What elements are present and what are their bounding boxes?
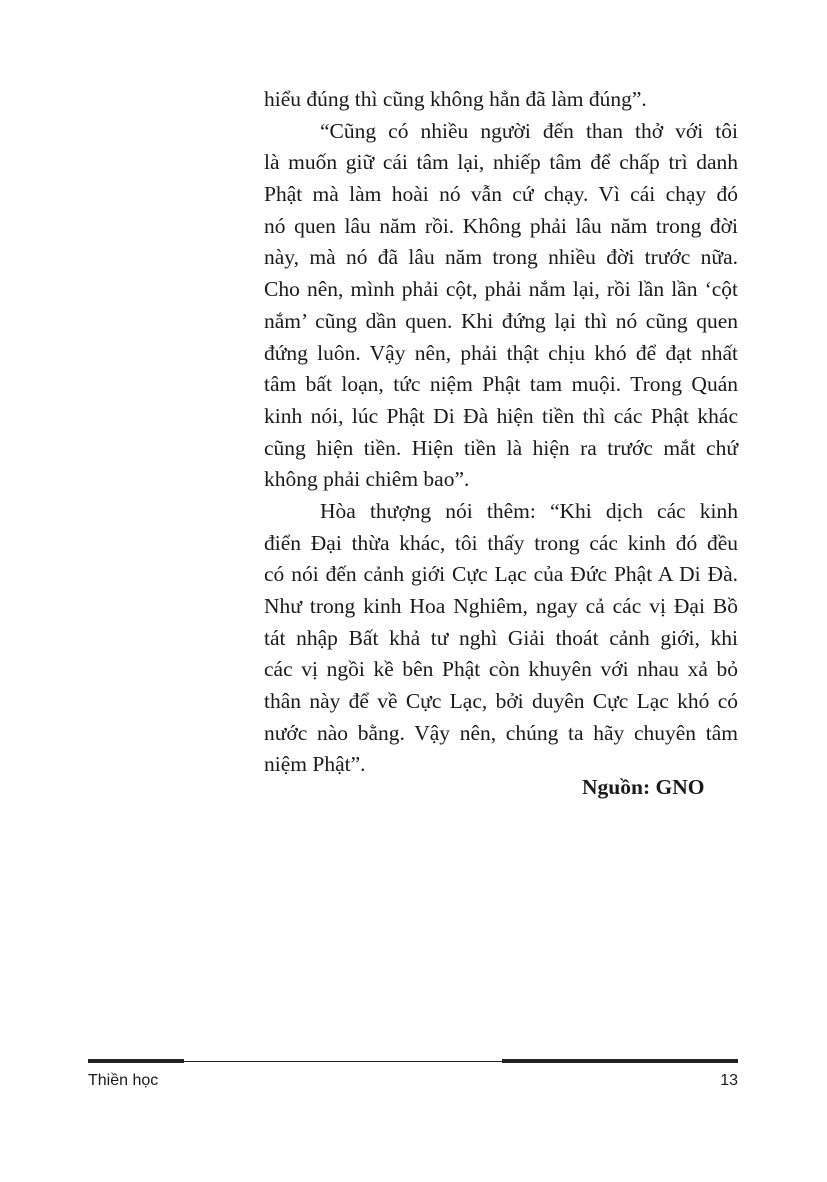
body-line: đứng luôn. Vậy nên, phải thật chịu khó để đạt nhất [264, 340, 738, 365]
body-line: hiểu đúng thì cũng không hẳn đã làm đúng”. [264, 87, 647, 111]
body-line: các vị ngồi kề bên Phật còn khuyên với nhau xả bỏ [264, 657, 738, 682]
body-line: Cho nên, mình phải cột, phải nắm lại, rồi lần lần ‘cột [264, 277, 738, 302]
footer-rule-accent-right [502, 1059, 738, 1063]
page-number: 13 [720, 1072, 738, 1089]
body-line: Như trong kinh Hoa Nghiêm, ngay cả các vị Đại Bồ [264, 594, 738, 618]
body-line: kinh nói, lúc Phật Di Đà hiện tiền thì các Phật khác [264, 403, 738, 428]
body-line: không phải chiêm bao”. [264, 467, 470, 492]
body-line: niệm Phật”. [264, 752, 366, 777]
body-line: nắm’ cũng dần quen. Khi đứng lại thì nó cũng quen [264, 308, 738, 333]
body-line: “Cũng có nhiều người đến than thở với tôi [320, 118, 738, 143]
body-line: Phật mà làm hoài nó vẫn cứ chạy. Vì cái chạy đó [264, 182, 738, 207]
body-line: nó quen lâu năm rồi. Không phải lâu năm trong đời [264, 213, 738, 238]
body-line: điển Đại thừa khác, tôi thấy trong các kinh đó đều [264, 530, 738, 555]
body-line: Hòa thượng nói thêm: “Khi dịch các kinh [320, 498, 738, 523]
article-body [264, 84, 738, 781]
footer-rule-accent-left [88, 1059, 184, 1063]
body-line: nước nào bằng. Vậy nên, chúng ta hãy chuyên tâm [264, 720, 738, 745]
body-line: tát nhập Bất khả tư nghì Giải thoát cảnh giới, khi [264, 625, 738, 650]
body-line: tâm bất loạn, tức niệm Phật tam muội. Trong Quán [264, 372, 738, 397]
footer-publication-name: Thiền học [88, 1072, 159, 1089]
body-line: có nói đến cảnh giới Cực Lạc của Đức Phật A Di Đà. [264, 562, 738, 587]
body-line: là muốn giữ cái tâm lại, nhiếp tâm để chấp trì danh [264, 150, 738, 175]
source-credit: Nguồn: GNO [582, 775, 705, 799]
body-line: này, mà nó đã lâu năm trong nhiều đời trước nữa. [264, 245, 738, 270]
body-line: cũng hiện tiền. Hiện tiền là hiện ra trước mắt chứ [264, 435, 738, 460]
body-line: thân này để về Cực Lạc, bởi duyên Cực Lạc khó có [264, 689, 738, 714]
